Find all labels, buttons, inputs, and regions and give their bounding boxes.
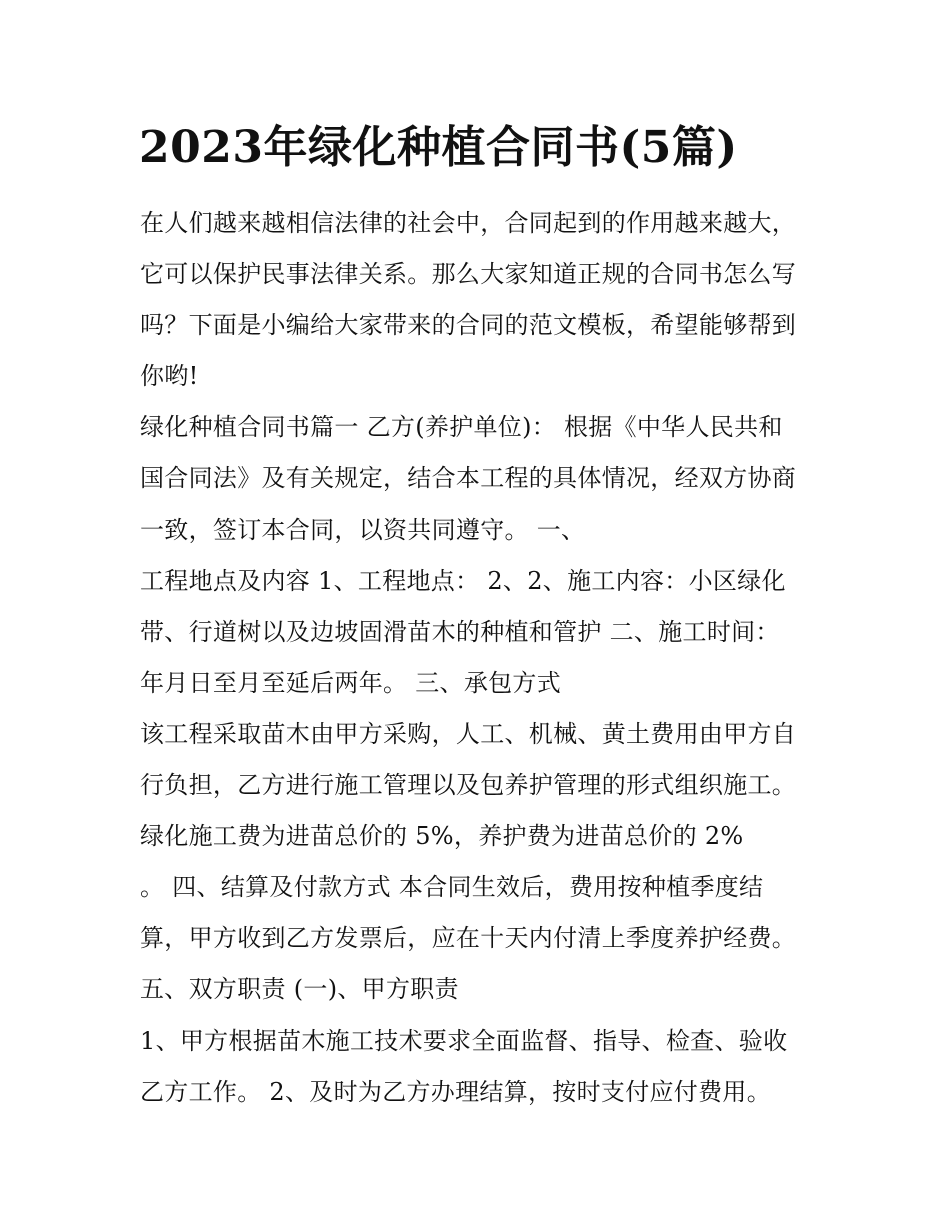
text-line: 乙方工作。 2、及时为乙方办理结算，按时支付应付费用。 bbox=[140, 1077, 771, 1106]
text-line: 。 四、结算及付款方式 本合同生效后，费用按种植季度结 bbox=[140, 873, 764, 902]
text-line: 你哟! bbox=[140, 362, 199, 391]
text-line: 它可以保护民事法律关系。那么大家知道正规的合同书怎么写 bbox=[140, 260, 797, 289]
text-line: 国合同法》及有关规定，结合本工程的具体情况，经双方协商 bbox=[140, 464, 797, 493]
text-line: 在人们越来越相信法律的社会中，合同起到的作用越来越大， bbox=[140, 209, 797, 237]
document-title: 2023年绿化种植合同书(5篇) bbox=[139, 122, 738, 173]
text-line: 带、行道树以及边坡固滑苗木的种植和管护 二、施工时间： bbox=[140, 617, 780, 646]
text-line: 五、双方职责 (一)、甲方职责 bbox=[140, 975, 459, 1004]
text-line: 工程地点及内容 1、工程地点： 2、2、施工内容：小区绿化 bbox=[140, 566, 786, 595]
document-body bbox=[140, 198, 830, 1118]
text-line: 绿化施工费为进苗总价的 5%，养护费为进苗总价的 2% bbox=[140, 822, 744, 851]
text-line: 绿化种植合同书篇一 乙方(养护单位)： 根据《中华人民共和 bbox=[140, 413, 783, 442]
text-line: 年月日至月至延后两年。 三、承包方式 bbox=[140, 668, 562, 697]
text-line: 该工程采取苗木由甲方采购，人工、机械、黄土费用由甲方自 bbox=[140, 719, 797, 748]
text-line: 吗？下面是小编给大家带来的合同的范文模板，希望能够帮到 bbox=[140, 311, 797, 340]
text-line: 行负担，乙方进行施工管理以及包养护管理的形式组织施工。 bbox=[140, 771, 797, 800]
text-line: 算，甲方收到乙方发票后，应在十天内付清上季度养护经费。 bbox=[140, 924, 797, 953]
text-line: 一致，签订本合同，以资共同遵守。 一、 bbox=[140, 515, 586, 544]
text-line: 1、甲方根据苗木施工技术要求全面监督、指导、检查、验收 bbox=[140, 1026, 788, 1055]
